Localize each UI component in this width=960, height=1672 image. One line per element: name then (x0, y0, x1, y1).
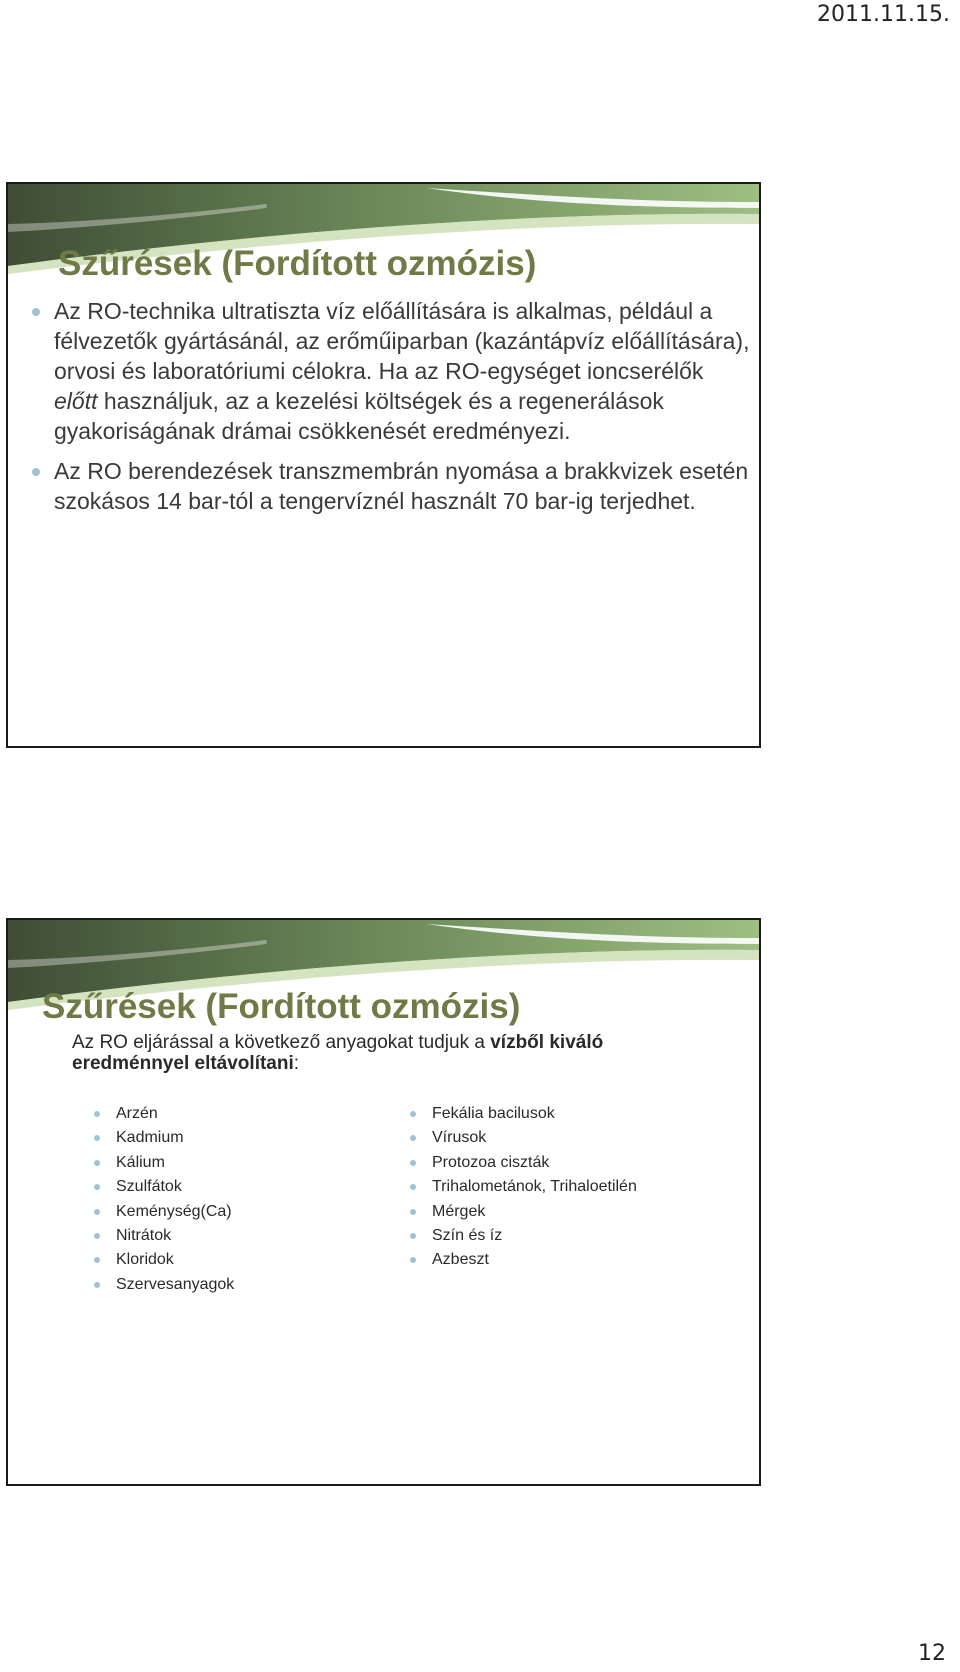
page-date: 2011.11.15. (817, 2, 950, 27)
intro-plain: Az RO eljárással a következő anyagokat tudjuk a (72, 1032, 491, 1053)
bullet-emphasis: előtt (54, 388, 98, 414)
intro-text (72, 1032, 712, 1074)
bullet-icon (94, 1135, 100, 1141)
bullet-icon (94, 1160, 100, 1166)
list-item: Mérgek (410, 1200, 750, 1224)
slide-title: Szűrések (Fordított ozmózis) (42, 987, 521, 1026)
bullet-icon (410, 1184, 416, 1190)
list-item: Protozoa ciszták (410, 1151, 750, 1175)
slide-2 (6, 918, 761, 1486)
bullet-icon (410, 1209, 416, 1215)
list-item: Kálium (94, 1151, 374, 1175)
bullet-icon (410, 1257, 416, 1263)
list-item: Szín és íz (410, 1224, 750, 1248)
bullet-icon (410, 1135, 416, 1141)
bullet-icon (410, 1111, 416, 1117)
bullet-icon (410, 1160, 416, 1166)
list-item: Nitrátok (94, 1224, 374, 1248)
intro-end: : (293, 1053, 300, 1074)
list-item: Azbeszt (410, 1248, 750, 1272)
bullet-text: használjuk, az a kezelési költségek és a regenerálások gyakoriságának drámai csökkenését eredményezi. (54, 388, 664, 444)
list-item: Keménység(Ca) (94, 1200, 374, 1224)
intro-bold: vízből kiváló eredménnyel eltávolítani (72, 1032, 604, 1074)
bullet-icon (94, 1209, 100, 1215)
list-item: Szervesanyagok (94, 1273, 374, 1297)
bullet-text: Az RO-technika ultratiszta víz előállítására is alkalmas, például a félvezetők gyártásánál, az erőműiparban (kazántápvíz előállítására), orvosi és laboratóriumi célokra. Ha az RO-egységet ioncserélők (54, 298, 750, 384)
bullet-icon (94, 1233, 100, 1239)
list-item: Kloridok (94, 1248, 374, 1272)
slide-title: Szűrések (Fordított ozmózis) (58, 244, 537, 283)
list-item: Vírusok (410, 1126, 750, 1150)
bullet-icon (32, 308, 40, 316)
slide-1 (6, 182, 761, 748)
bullet-text: Az RO berendezések transzmembrán nyomása a brakkvizek esetén szokásos 14 bar-tól a tengervíznél használt 70 bar-ig terjedhet. (54, 458, 749, 514)
bullet-list (32, 296, 752, 526)
bullet-icon (94, 1282, 100, 1288)
right-item-list (410, 1102, 750, 1273)
left-item-list (94, 1102, 374, 1297)
bullet-icon (94, 1111, 100, 1117)
bullet-item (32, 456, 752, 516)
list-item: Arzén (94, 1102, 374, 1126)
bullet-icon (94, 1184, 100, 1190)
page-number: 12 (918, 1641, 946, 1666)
list-item: Fekália bacilusok (410, 1102, 750, 1126)
bullet-icon (410, 1233, 416, 1239)
list-item: Trihalometánok, Trihaloetilén (410, 1175, 750, 1199)
bullet-icon (32, 468, 40, 476)
bullet-item (32, 296, 752, 446)
bullet-icon (94, 1257, 100, 1263)
list-item: Kadmium (94, 1126, 374, 1150)
list-item: Szulfátok (94, 1175, 374, 1199)
